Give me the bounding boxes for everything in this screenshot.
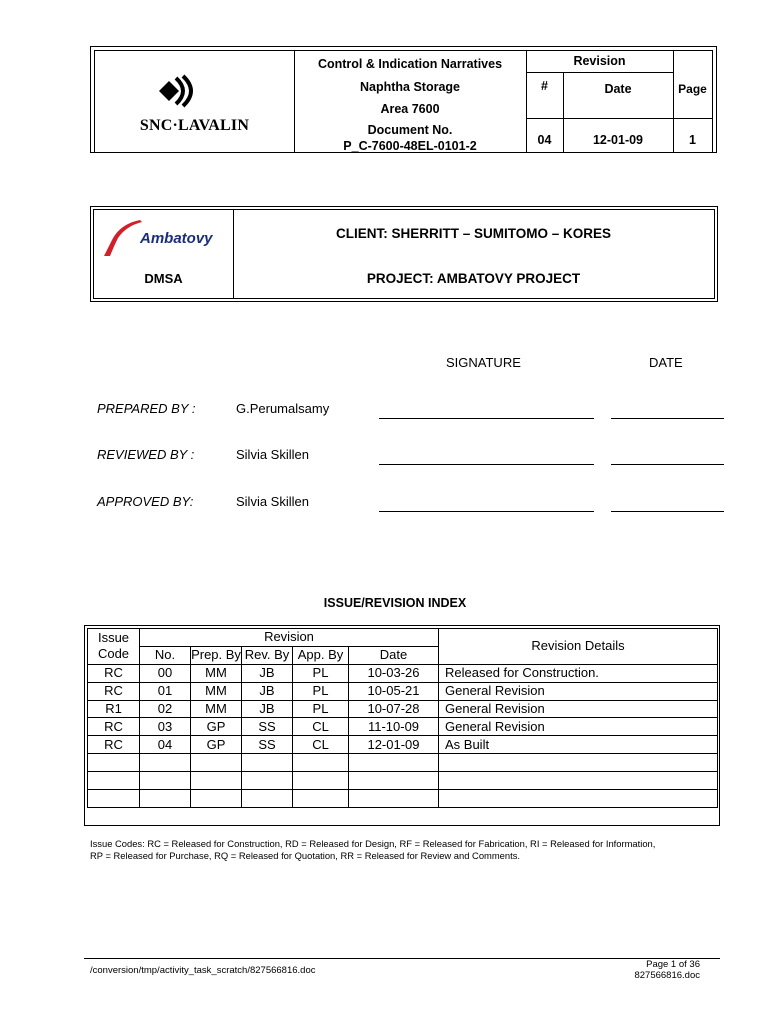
cell-app <box>293 772 349 790</box>
cell-code: R1 <box>88 700 140 718</box>
prepared-date-line <box>611 418 724 419</box>
rev-num-label: # <box>541 79 548 93</box>
issue-codes-line-1: Issue Codes: RC = Released for Construction, RD = Released for Design, RF = Released for Fabrication, RI = Released for Information, <box>90 838 656 849</box>
col-app-by: App. By <box>293 646 349 664</box>
cell-prep <box>191 772 242 790</box>
snc-lavalin-logo <box>95 51 295 152</box>
prepared-by-label: PREPARED BY : <box>97 401 196 416</box>
cell-code <box>88 790 140 808</box>
cell-date: 10-07-28 <box>349 700 439 718</box>
ambatovy-logo-text: Ambatovy <box>140 230 213 247</box>
cell-details: As Built <box>439 736 718 754</box>
prepared-by-name: G.Perumalsamy <box>236 401 330 416</box>
col-prep-by: Prep. By <box>191 647 241 663</box>
cell-code <box>88 754 140 772</box>
cell-no <box>140 754 191 772</box>
table-row <box>88 736 718 754</box>
doc-area: Area 7600 <box>380 102 440 116</box>
page-num: 1 <box>689 133 696 147</box>
page-label: Page <box>678 82 707 96</box>
cell-no: 00 <box>140 664 191 682</box>
client-block <box>90 206 718 302</box>
revision-index-title: ISSUE/REVISION INDEX <box>323 596 467 610</box>
table-row <box>88 754 718 772</box>
doc-title: Control & Indication Narratives <box>317 57 503 71</box>
cell-code: RC <box>88 718 140 736</box>
cell-rev <box>242 790 293 808</box>
rev-num: 04 <box>537 133 552 147</box>
footer-divider <box>84 958 720 959</box>
cell-date: 10-05-21 <box>349 682 439 700</box>
footer-file-name: 827566816.doc <box>634 969 700 981</box>
cell-rev: JB <box>242 700 293 718</box>
doc-number-label: Document No. <box>367 123 453 137</box>
cell-code: RC <box>88 664 140 682</box>
col-rev-by: Rev. By <box>242 646 293 664</box>
cell-details <box>439 772 718 790</box>
cell-app: PL <box>293 682 349 700</box>
cell-prep <box>191 790 242 808</box>
table-row <box>88 790 718 808</box>
reviewed-signature-line <box>379 464 594 465</box>
reviewed-by-name: Silvia Skillen <box>236 447 309 462</box>
cell-code: RC <box>88 736 140 754</box>
project-name: PROJECT: AMBATOVY PROJECT <box>366 271 581 286</box>
cell-rev: SS <box>242 718 293 736</box>
cell-rev <box>242 754 293 772</box>
cell-no <box>140 772 191 790</box>
cell-details: Released for Construction. <box>439 664 718 682</box>
table-row <box>88 718 718 736</box>
cell-no: 02 <box>140 700 191 718</box>
cell-no <box>140 790 191 808</box>
signature-header: SIGNATURE <box>446 355 521 370</box>
document-header <box>90 46 717 153</box>
table-row <box>88 772 718 790</box>
revision-label: Revision <box>573 54 626 68</box>
approved-date-line <box>611 511 724 512</box>
doc-subtitle: Naphtha Storage <box>359 80 460 94</box>
cell-date <box>349 754 439 772</box>
doc-number: P_C-7600-48EL-0101-2 <box>343 139 477 153</box>
cell-date <box>349 790 439 808</box>
cell-app: CL <box>293 718 349 736</box>
cell-date <box>349 772 439 790</box>
cell-rev: SS <box>242 736 293 754</box>
document-title-cell <box>294 51 527 152</box>
cell-date: 12-01-09 <box>349 736 439 754</box>
revision-cell <box>526 51 712 152</box>
col-revision: Revision <box>140 629 439 647</box>
revision-index-table <box>84 625 720 826</box>
footer-file-path: /conversion/tmp/activity_task_scratch/827566816.doc <box>90 965 316 976</box>
issue-codes-line-2: RP = Released for Purchase, RQ = Released for Quotation, RR = Released for Review and Comments. <box>90 849 520 861</box>
snc-lavalin-mark-icon <box>157 73 197 109</box>
cell-code: RC <box>88 682 140 700</box>
cell-details: General Revision <box>439 718 718 736</box>
table-row <box>88 682 718 700</box>
cell-date: 11-10-09 <box>349 718 439 736</box>
col-issue-code: Issue Code <box>88 629 140 665</box>
rev-date: 12-01-09 <box>592 133 644 147</box>
table-row <box>88 700 718 718</box>
reviewed-date-line <box>611 464 724 465</box>
issue-codes-note <box>90 838 720 861</box>
cell-prep: MM <box>191 682 242 700</box>
cell-details <box>439 790 718 808</box>
cell-no: 04 <box>140 736 191 754</box>
prepared-signature-line <box>379 418 594 419</box>
approved-signature-line <box>379 511 594 512</box>
ambatovy-swoosh-icon <box>100 218 144 258</box>
ambatovy-logo <box>94 210 234 298</box>
cell-app <box>293 754 349 772</box>
cell-app: CL <box>293 736 349 754</box>
cell-prep: MM <box>191 700 242 718</box>
org-name: DMSA <box>144 271 183 286</box>
approved-by-label: APPROVED BY: <box>97 494 194 509</box>
cell-details: General Revision <box>439 700 718 718</box>
cell-date: 10-03-26 <box>349 664 439 682</box>
cell-app: PL <box>293 664 349 682</box>
footer-page-info <box>634 960 700 981</box>
approved-by-name: Silvia Skillen <box>236 494 309 509</box>
client-name: CLIENT: SHERRITT – SUMITOMO – KORES <box>335 226 612 241</box>
cell-prep: GP <box>191 736 242 754</box>
cell-rev: JB <box>242 664 293 682</box>
col-details: Revision Details <box>439 629 718 665</box>
cell-app: PL <box>293 700 349 718</box>
cell-details <box>439 754 718 772</box>
company-name: SNC·LAVALIN <box>139 117 250 134</box>
col-date: Date <box>349 646 439 664</box>
table-row <box>88 664 718 682</box>
cell-details: General Revision <box>439 682 718 700</box>
cell-prep: GP <box>191 718 242 736</box>
cell-no: 03 <box>140 718 191 736</box>
rev-date-label: Date <box>604 82 632 96</box>
col-no: No. <box>140 646 191 664</box>
cell-rev <box>242 772 293 790</box>
cell-prep <box>191 754 242 772</box>
cell-rev: JB <box>242 682 293 700</box>
reviewed-by-label: REVIEWED BY : <box>97 447 195 462</box>
cell-code <box>88 772 140 790</box>
cell-prep: MM <box>191 664 242 682</box>
date-header: DATE <box>649 355 683 370</box>
cell-app <box>293 790 349 808</box>
footer-page-number: Page 1 of 36 <box>646 959 700 970</box>
cell-no: 01 <box>140 682 191 700</box>
